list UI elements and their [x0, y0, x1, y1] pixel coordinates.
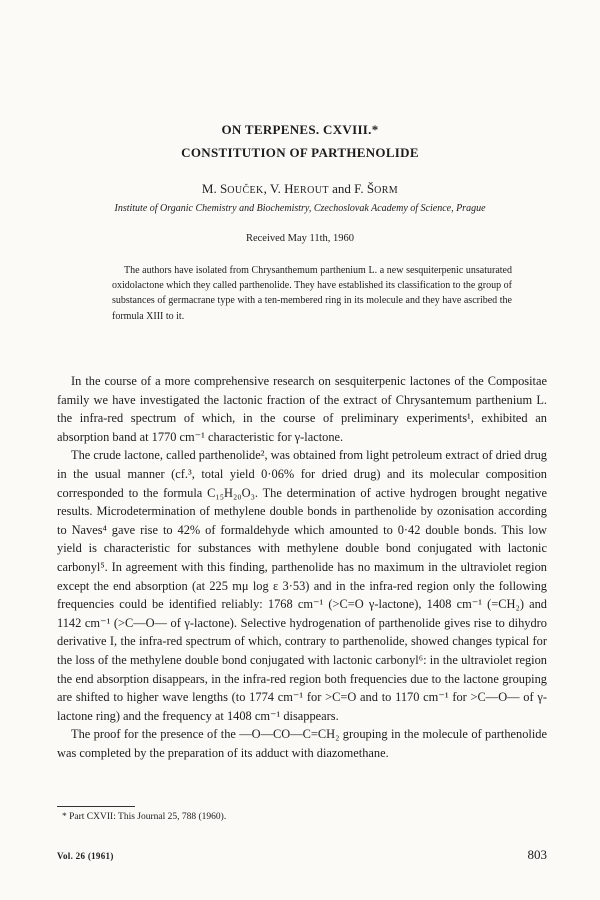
author-2-surname: EROUT	[293, 185, 329, 196]
body-paragraph-1: In the course of a more comprehensive research on sesquiterpenic lactones of the Compositae family we have investigated the lactonic fraction of the extract of Chrysantemum parthenium L. the infra-red spectrum of which, in the course of preliminary experiments¹, exhibited an absorption band at 1770 cm⁻¹ characteristic for γ-lactone.	[57, 374, 547, 444]
body-paragraph-3: The proof for the presence of the —O—CO—C=CH₂ grouping in the molecule of parthenolide was completed by the preparation of its adduct with diazomethane.	[57, 727, 547, 760]
author-line	[0, 181, 600, 197]
page-number: 803	[527, 847, 547, 862]
author-3-surname: ORM	[374, 185, 399, 196]
footnote-divider	[57, 806, 135, 807]
received-date: Received May 11th, 1960	[245, 233, 355, 244]
volume-label: Vol. 26 (1961)	[57, 851, 114, 861]
author-1-initial: M. S	[201, 181, 228, 196]
abstract-paragraph: The authors have isolated from Chrysanthemum parthenium L. a new sesquiterpenic unsaturated oxidolactone which they called parthenolide. They have established its classification to the group of substances of germacrane type with a ten-membered ring in its molecule and they have ascribed the formula XIII to it.	[112, 265, 512, 322]
author-separator-2: and F. Š	[328, 181, 375, 196]
author-separator-1: , V. H	[263, 181, 294, 196]
article-title-line1: ON TERPENES. CXVIII.*	[221, 122, 379, 137]
article-title-line2: CONSTITUTION OF PARTHENOLIDE	[181, 145, 419, 160]
article-body	[57, 372, 547, 762]
body-paragraph-2: The crude lactone, called parthenolide², was obtained from light petroleum extract of dried drug in the usual manner (cf.³, total yield 0·06% for dried drug) and its molecular composition corresponded to the formula C₁₅H₂₀O₃. The determination of active hydrogen brought negative results. Microdetermination of methylene double bonds in parthenolide by ozonisation according to Naves⁴ gave rise to 42% of formaldehyde which amounted to 0·42 double bonds. This low yield is characteristic for substances with methylene double bond conjugated with lactonic carbonyl⁵. In agreement with this finding, parthenolide has no maximum in the ultraviolet region except the end absorption (at 225 mμ log ε 3·53) and in the infra-red region only the following frequencies could be identified reliably: 1768 cm⁻¹ (>C=O γ-lactone), 1408 cm⁻¹ (=CH₂) and 1142 cm⁻¹ (>C—O— of γ-lactone). Selective hydrogenation of parthenolide gives rise to dihydro derivative I, the infra-red spectrum of which, contrary to parthenolide, showed changes typical for the loss of the methylene double bond conjugated with lactonic carbonyl⁶: in the ultraviolet region the end absorption disappears, in the infra-red region both frequencies due to the lactone grouping are shifted to higher wave lengths (to 1774 cm⁻¹ for >C=O and to 1170 cm⁻¹ for >C—O— of γ-lactone ring) and the frequency at 1408 cm⁻¹ disappears.	[57, 448, 547, 723]
footnote: * Part CXVII: This Journal 25, 788 (1960).	[62, 812, 227, 822]
abstract	[112, 263, 512, 324]
affiliation: Institute of Organic Chemistry and Biochemistry, Czechoslovak Academy of Science, Prague	[114, 203, 486, 214]
author-1-surname: OUČEK	[227, 185, 264, 196]
